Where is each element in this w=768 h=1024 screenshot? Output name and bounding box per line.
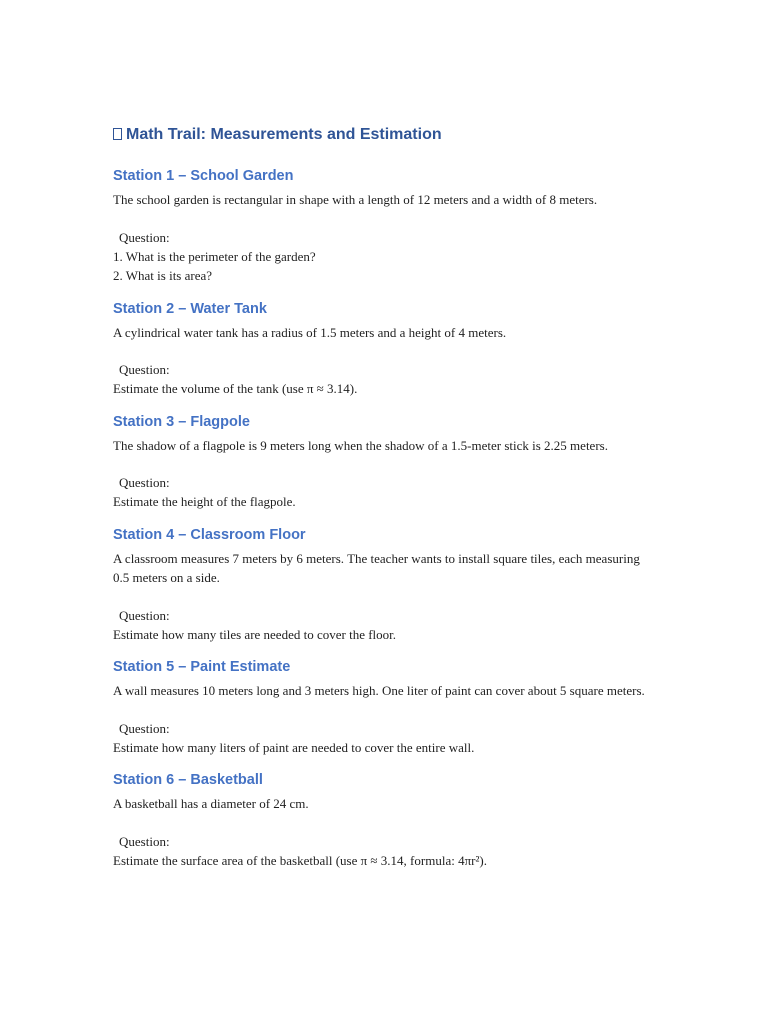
station-3 <box>113 411 653 524</box>
station-heading: Station 4 – Classroom Floor <box>113 526 306 543</box>
station-description: A basketball has a diameter of 24 cm. <box>113 796 309 811</box>
document-title-text: Math Trail: Measurements and Estimation <box>126 126 442 143</box>
station-description: The school garden is rectangular in shape with a length of 12 meters and a width of 8 meters. <box>113 192 598 207</box>
question-line: Estimate how many tiles are needed to cover the floor. <box>113 626 397 642</box>
station-heading: Station 5 – Paint Estimate <box>113 659 291 675</box>
station-description: A wall measures 10 meters long and 3 meters high. One liter of paint can cover about 5 square meters. <box>113 683 645 698</box>
station-6 <box>113 769 653 870</box>
question-label: Question: <box>119 833 170 849</box>
question-line: Estimate how many liters of paint are needed to cover the entire wall. <box>113 739 475 755</box>
question-label: Question: <box>119 475 170 490</box>
station-2 <box>113 298 653 411</box>
station-heading: Station 1 – School Garden <box>113 168 294 184</box>
question-label: Question: <box>119 362 170 377</box>
question-line: 1. What is the perimeter of the garden? <box>113 248 316 264</box>
question-line: Estimate the volume of the tank (use π ≈ 3.14). <box>113 381 358 396</box>
document-title <box>113 122 653 148</box>
missing-glyph-icon <box>113 128 122 140</box>
question-line: 2. What is its area? <box>113 268 213 283</box>
station-heading: Station 6 – Basketball <box>113 772 263 788</box>
document-page <box>113 122 653 870</box>
station-description: A classroom measures 7 meters by 6 meters. The teacher wants to install square tiles, each measuring 0.5 meters on a side. <box>113 550 640 585</box>
station-description: The shadow of a flagpole is 9 meters long when the shadow of a 1.5-meter stick is 2.25 meters. <box>113 437 608 453</box>
question-label: Question: <box>119 229 170 245</box>
station-4 <box>113 524 653 657</box>
question-label: Question: <box>119 720 170 736</box>
station-5 <box>113 656 653 769</box>
station-heading: Station 2 – Water Tank <box>113 300 267 317</box>
station-heading: Station 3 – Flagpole <box>113 413 250 430</box>
question-line: Estimate the surface area of the basketball (use π ≈ 3.14, formula: 4πr²). <box>113 852 487 868</box>
station-description: A cylindrical water tank has a radius of 1.5 meters and a height of 4 meters. <box>113 324 507 340</box>
question-label: Question: <box>119 607 170 623</box>
station-1 <box>113 165 653 298</box>
question-line: Estimate the height of the flagpole. <box>113 494 296 509</box>
